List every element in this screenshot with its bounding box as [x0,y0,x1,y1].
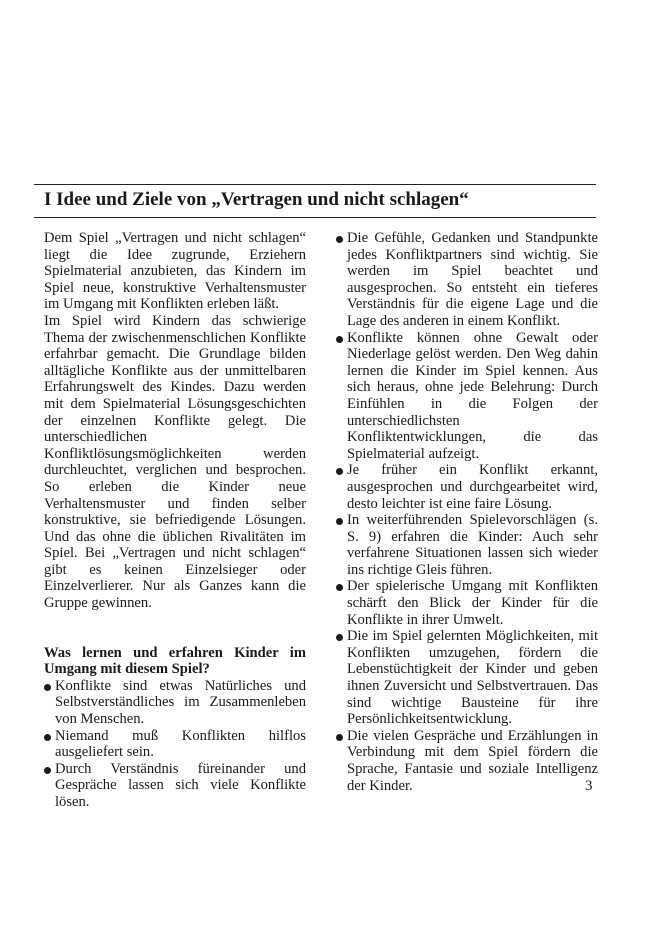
list-item: Konflikte können ohne Gewalt oder Niederlage gelöst werden. Den Weg dahin lernen die Kinder im Spiel kennen. Aus sich heraus, ohne jede Belehrung: Durch Einfühlen in die Folgen der unterschiedlichsten Konfliktentwicklungen, die das Spielmaterial aufzeigt. [336,330,598,463]
bullet-icon [44,767,51,774]
page-number: 3 [585,778,593,794]
right-column [336,230,598,794]
list-item: Der spielerische Umgang mit Konflikten schärft den Blick der Kinder für die Konflikte in ihrer Umwelt. [336,578,598,628]
bullet-icon [336,584,343,591]
intro-paragraph-2: Im Spiel wird Kindern das schwierige Thema der zwischenmenschlichen Konflikte erfahrbar gemacht. Die Grundlage bilden alltägliche Konflikte aus der unmittelbaren Erfahrungswelt des Kindes. Dazu werden mit dem Spielmaterial Lösungsgeschichten der einzelnen Konflikte gelegt. Die unterschiedlichen Konfliktlösungsmöglichkeiten werden durchleuchtet, verglichen und besprochen. So erleben die Kinder neue Verhaltensmuster und finden selber konstruktive, sie befriedigende Lösungen. Und das ohne die üblichen Rivalitäten im Spiel. Bei „Vertragen und nicht schlagen“ gibt es keinen Einzelsieger oder Einzelverlierer. Nur als Ganzes kann die Gruppe gewinnen. [44,312,306,612]
subheading: Was lernen und erfahren Kinder im Umgang mit diesem Spiel? [44,644,306,678]
heading-rule-bottom [34,217,596,218]
list-item: Je früher ein Konflikt erkannt, ausgesprochen und durchgearbeitet wird, desto leichter ist eine faire Lösung. [336,462,598,512]
bullet-icon [336,336,343,343]
bullet-icon [336,236,343,243]
intro-paragraph-1: Dem Spiel „Vertragen und nicht schlagen“ liegt die Idee zugrunde, Erziehern Spielmaterial anzubieten, das Kindern im Spiel neue, konstruktive Verhaltensmuster im Umgang mit Konflikten erleben läßt. [44,230,306,313]
list-item: Die im Spiel gelernten Möglichkeiten, mit Konflikten umzugehen, fördern die Lebenstüchtigkeit der Kinder und geben ihnen Zuversicht und Selbstvertrauen. Das sind wichtige Bausteine für ihre Persönlichkeitsentwicklung. [336,628,598,728]
heading-rule-top [34,184,596,185]
bullet-icon [336,468,343,475]
bullet-icon [336,634,343,641]
bullet-icon [44,684,51,691]
bullet-icon [336,734,343,741]
list-item: Die vielen Gespräche und Erzählungen in Verbindung mit dem Spiel fördern die Sprache, Fantasie und soziale Intelligenz der Kinder. [336,728,598,794]
bullet-icon [336,518,343,525]
section-heading: I Idee und Ziele von „Vertragen und nicht schlagen“ [44,189,469,210]
left-column [44,230,306,811]
list-item: In weiterführenden Spielevorschlägen (s. S. 9) erfahren die Kinder: Auch sehr verfahrene Situationen lassen sich wieder ins richtige Gleis führen. [336,512,598,578]
list-item: Durch Verständnis füreinander und Gespräche lassen sich viele Konflikte lösen. [44,761,306,811]
list-item: Konflikte sind etwas Natürliches und Selbstverständliches im Zusammenleben von Menschen. [44,678,306,728]
list-item: Niemand muß Konflikten hilflos ausgeliefert sein. [44,728,306,761]
left-bullet-list [44,678,306,811]
list-item: Die Gefühle, Gedanken und Standpunkte jedes Konfliktpartners sind wichtig. Sie werden im Spiel beachtet und ausgesprochen. So entsteht ein tieferes Verständnis für die eigene Lage und die Lage des anderen in einem Konflikt. [336,230,598,330]
bullet-icon [44,734,51,741]
right-bullet-list [336,230,598,794]
